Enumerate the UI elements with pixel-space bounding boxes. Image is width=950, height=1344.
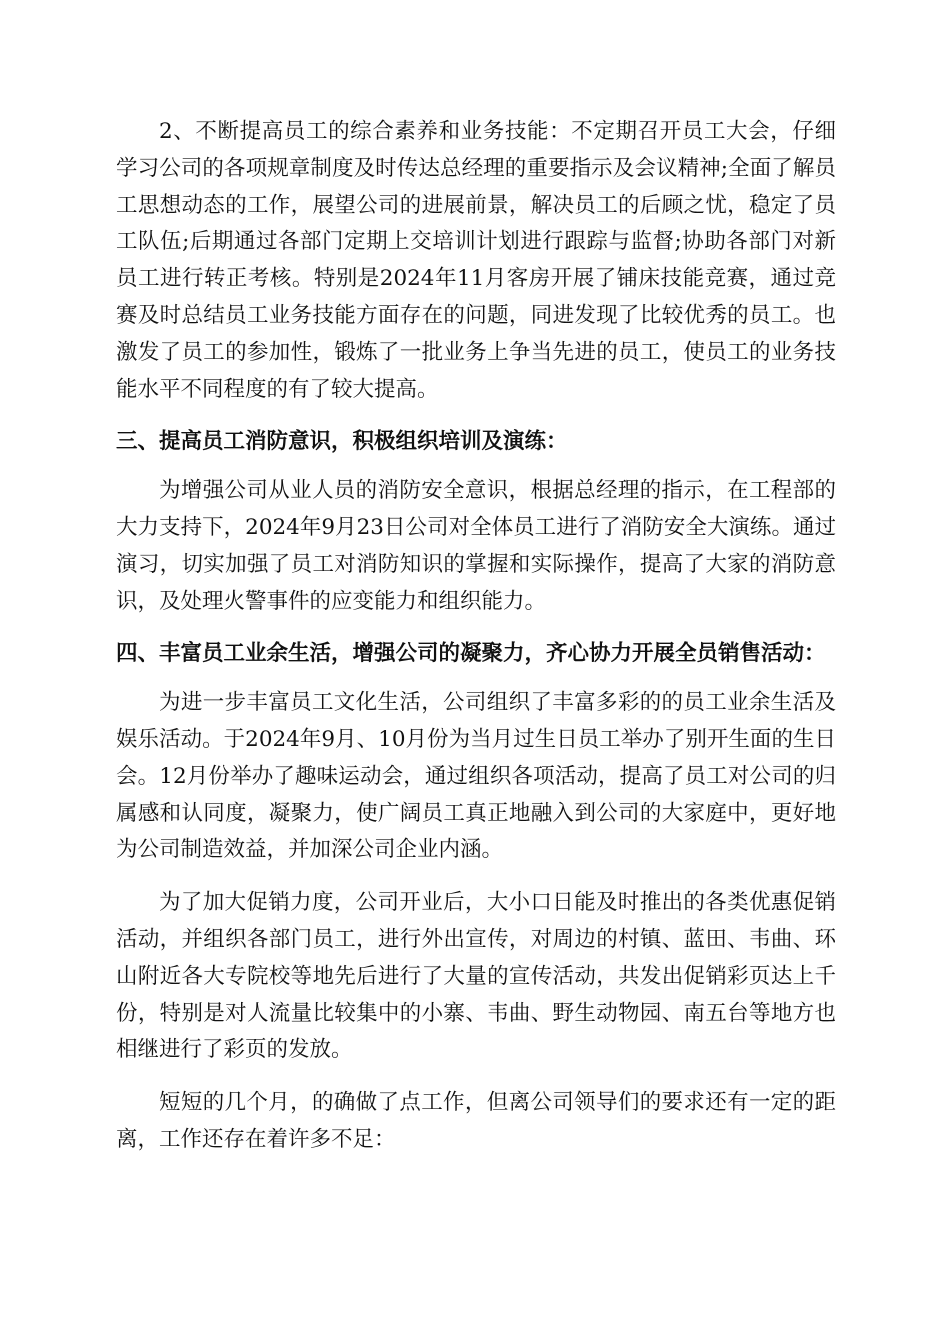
document-body: [116, 114, 836, 1159]
heading-staff-activities: 四、丰富员工业余生活，增强公司的凝聚力，齐心协力开展全员销售活动：: [116, 641, 826, 667]
paragraph-fire-drill: 为增强公司从业人员的消防安全意识，根据总经理的指示，在工程部的大力支持下，2024年9月23日公司对全体员工进行了消防安全大演练。通过演习，切实加强了员工对消防知识的掌握和实际操作，提高了大家的消防意识，及处理火警事件的应变能力和组织能力。: [116, 478, 836, 614]
paragraph-staff-skills: 2、不断提高员工的综合素养和业务技能：不定期召开员工大会，仔细学习公司的各项规章制度及时传达总经理的重要指示及会议精神;全面了解员工思想动态的工作，展望公司的进展前景，解决员工的后顾之忧，稳定了员工队伍;后期通过各部门定期上交培训计划进行跟踪与监督;协助各部门对新员工进行转正考核。特别是2024年11月客房开展了铺床技能竞赛，通过竞赛及时总结员工业务技能方面存在的问题，同进发现了比较优秀的员工。也激发了员工的参加性，锻炼了一批业务上争当先进的员工，使员工的业务技能水平不同程度的有了较大提高。: [116, 119, 836, 402]
heading-fire-safety: 三、提高员工消防意识，积极组织培训及演练：: [116, 429, 568, 455]
paragraph-promotion: 为了加大促销力度，公司开业后，大小口日能及时推出的各类优惠促销活动，并组织各部门员工，进行外出宣传，对周边的村镇、蓝田、韦曲、环山附近各大专院校等地先后进行了大量的宣传活动，共发出促销彩页达上千份，特别是对人流量比较集中的小寨、韦曲、野生动物园、南五台等地方也相继进行了彩页的发放。: [116, 890, 836, 1063]
paragraph-summary: 短短的几个月，的确做了点工作，但离公司领导们的要求还有一定的距离，工作还存在着许多不足：: [116, 1090, 836, 1152]
paragraph-cultural-life: 为进一步丰富员工文化生活，公司组织了丰富多彩的的员工业余生活及娱乐活动。于2024年9月、10月份为当月过生日员工举办了别开生面的生日会。12月份举办了趣味运动会，通过组织各项活动，提高了员工对公司的归属感和认同度，凝聚力，使广阔员工真正地融入到公司的大家庭中，更好地为公司制造效益，并加深公司企业内涵。: [116, 690, 836, 863]
